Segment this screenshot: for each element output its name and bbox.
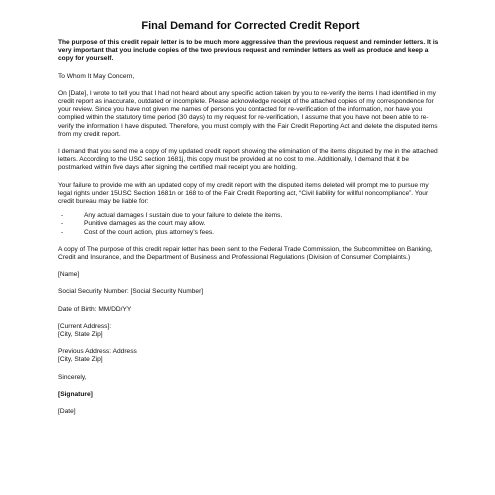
current-address-label: [Current Address]: (58, 322, 112, 330)
current-address-block (58, 323, 443, 339)
body-paragraph-1: On [Date], I wrote to tell you that I had not heard about any specific action taken by you to re-verify the items I had identified in my credit report as inaccurate, outdated or incomplete. Please acknowledge receipt of the attached copies of my correspondence for your review. Since you have not given me names of persons you contacted for re-verification of the information, nor have you complied within the statutory time period (30 days) to my request for re-verification, I assume that you have not been able to re-verify the information I have disputed. Therefore, you must comply with the Fair Credit Reporting Act and delete the disputed items from my credit report. (58, 89, 438, 138)
list-item (58, 212, 443, 220)
ssn-field: Social Security Number: [Social Security Number] (58, 288, 204, 296)
dob-field: Date of Birth: MM/DD/YY (58, 305, 132, 313)
list-item (58, 220, 443, 228)
bullet-marker: - (61, 228, 64, 236)
body-paragraph-4: A copy of The purpose of this credit repair letter has been sent to the Federal Trade Commission, the Subcommittee on Banking, Credit and Insurance, and the Department of Business and Professional Regulations (Division of Consumer Complaints.) (58, 245, 433, 262)
bullet-marker: - (61, 220, 64, 228)
bullet-marker: - (61, 212, 64, 220)
signature-field: [Signature] (58, 390, 93, 398)
date-field: [Date] (58, 408, 76, 416)
letter-page (58, 20, 443, 416)
intro-paragraph: The purpose of this credit repair letter is to be much more aggressive than the previous request and reminder letters. It is very important that you include copies of the two previous request and reminder letters as well as produce and keep a copy for yourself. (58, 39, 439, 63)
liability-list (58, 212, 443, 237)
list-item-text: Cost of the court action, plus attorney’s fees. (84, 228, 214, 236)
list-item-text: Punitive damages as the court may allow. (84, 220, 206, 228)
salutation: To Whom It May Concern, (58, 72, 135, 80)
closing: Sincerely, (58, 373, 87, 381)
document-title: Final Demand for Corrected Credit Report (141, 20, 360, 32)
previous-address-label: Previous Address: Address (58, 348, 137, 356)
body-paragraph-3: Your failure to provide me with an updated copy of my credit report with the disputed items deleted will prompt me to pursue my legal rights under 15USC Section 1681n or 168 to of the Fair Credit Reporting act, “Civil liability for willful noncompliance”. Your credit bureau may be liable for: (58, 181, 429, 206)
previous-address-block (58, 348, 443, 364)
current-city-line: [City, State Zip] (58, 331, 103, 339)
previous-city-line: [City, State Zip] (58, 356, 103, 364)
list-item-text: Any actual damages I sustain due to your failure to delete the items. (84, 212, 283, 220)
list-item (58, 229, 443, 237)
name-field: [Name] (58, 271, 80, 279)
body-paragraph-2: I demand that you send me a copy of my updated credit report showing the elimination of the items disputed by me in the attached letters. According to the USC section 1681j, this copy must be provided at no cost to me. Additionally, I demand that it be postmarked within five days after signing the certified mail receipt you are holding. (58, 148, 438, 172)
